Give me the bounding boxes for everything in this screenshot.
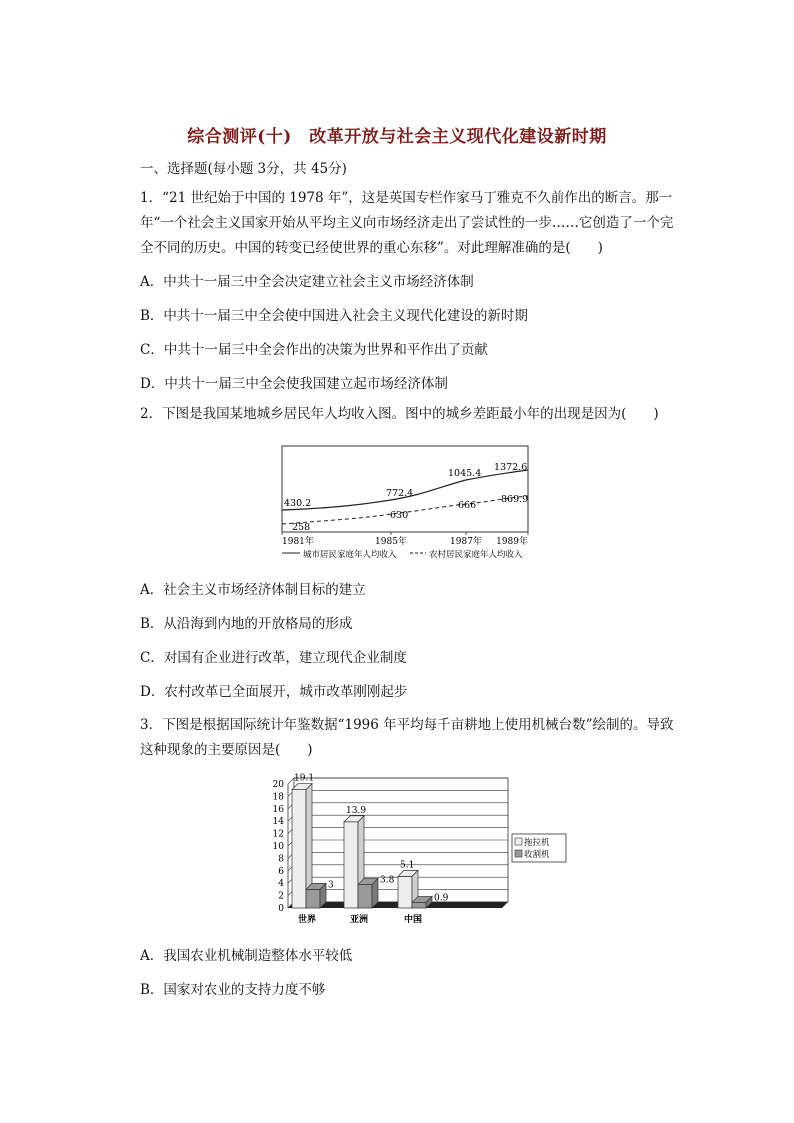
machinery-bar-chart [258,768,568,928]
y-tick-label: 4 [278,879,284,890]
legend-rural: 农村居民家庭年人均收入 [429,550,523,560]
bar-value-label: 0.9 [434,893,449,904]
x-category-label: 中国 [404,915,423,925]
q2-option-d: D．农村改革已全面展开，城市改革刚刚起步 [140,684,408,700]
section-heading: 一、选择题(每小题 3分，共 45分) [140,161,347,177]
question-2-stem: 2．下图是我国某地城乡居民年人均收入图。图中的城乡差距最小年的出现是因为( ) [140,406,659,422]
harvester-bar [306,883,326,908]
urban-value-label: 1045.4 [448,468,482,479]
bar-value-label: 19.1 [294,773,315,784]
legend-tractor: 拖拉机 [524,838,550,848]
q1-option-a: A．中共十一届三中全会决定建立社会主义市场经济体制 [140,274,474,290]
rural-value-label: 258 [292,522,311,533]
urban-value-label: 772.4 [386,488,414,499]
x-tick-label: 1987年 [450,537,482,547]
rural-value-label: 666 [458,500,477,511]
q3-option-b: B．国家对农业的支持力度不够 [140,982,326,998]
y-tick-label: 18 [272,792,284,803]
y-tick-label: 0 [278,904,284,914]
rural-value-label: 630 [390,510,409,521]
x-tick-label: 1981年 [282,537,314,547]
x-tick-label: 1989年 [496,537,528,547]
urban-value-label: 430.2 [284,498,312,509]
question-3-stem: 3．下图是根据国际统计年鉴数据“1996 年平均每千亩耕地上使用机械台数”绘制的。导致这种现象的主要原因是( ) [140,717,674,758]
q1-option-b: B．中共十一届三中全会使中国进入社会主义现代化建设的新时期 [140,308,528,324]
q2-option-b: B．从沿海到内地的开放格局的形成 [140,616,353,632]
urban-value-label: 1372.6 [494,462,528,473]
line-chart-legend [282,549,523,560]
x-tick-label: 1985年 [375,537,407,547]
y-tick-label: 6 [278,866,284,877]
q1-option-d: D．中共十一届三中全会使我国建立起市场经济体制 [140,376,448,392]
q1-option-c: C．中共十一届三中全会作出的决策为世界和平作出了贡献 [140,342,488,358]
bar-value-label: 3.8 [380,875,395,886]
legend-urban: 城市居民家庭年人均收入 [303,550,397,560]
y-tick-label: 8 [278,854,284,865]
y-tick-label: 20 [272,780,284,790]
q3-option-a: A．我国农业机械制造整体水平较低 [140,948,353,964]
x-category-label: 亚洲 [350,915,369,925]
x-category-label: 世界 [298,915,317,925]
legend-harvester: 收割机 [524,850,550,860]
q2-option-a: A．社会主义市场经济体制目标的建立 [140,582,366,598]
rural-value-label: 869.9 [501,494,529,505]
q2-option-c: C．对国有企业进行改革，建立现代企业制度 [140,650,407,666]
bar-value-label: 3 [328,880,334,891]
income-line-chart [276,440,536,562]
harvester-bar [358,878,378,908]
question-1-stem: 1．“21 世纪始于中国的 1978 年”，这是英国专栏作家马丁雅克不久前作出的断言。那一年“一个社会主义国家开始从平均主义向市场经济走出了尝试性的一步……它创造了一个完全不同的历史。中国的转变已经使世界的重心东移”。对此理解准确的是( ) [140,190,674,256]
y-tick-label: 10 [272,842,284,852]
bar-value-label: 5.1 [400,860,415,871]
y-tick-label: 16 [272,804,284,815]
bar-value-label: 13.9 [346,805,367,816]
y-tick-label: 14 [272,817,284,828]
y-tick-label: 12 [272,829,284,840]
y-tick-label: 2 [278,891,284,902]
page-title: 综合测评(十) 改革开放与社会主义现代化建设新时期 [187,127,607,147]
bar-chart-legend [512,834,566,862]
